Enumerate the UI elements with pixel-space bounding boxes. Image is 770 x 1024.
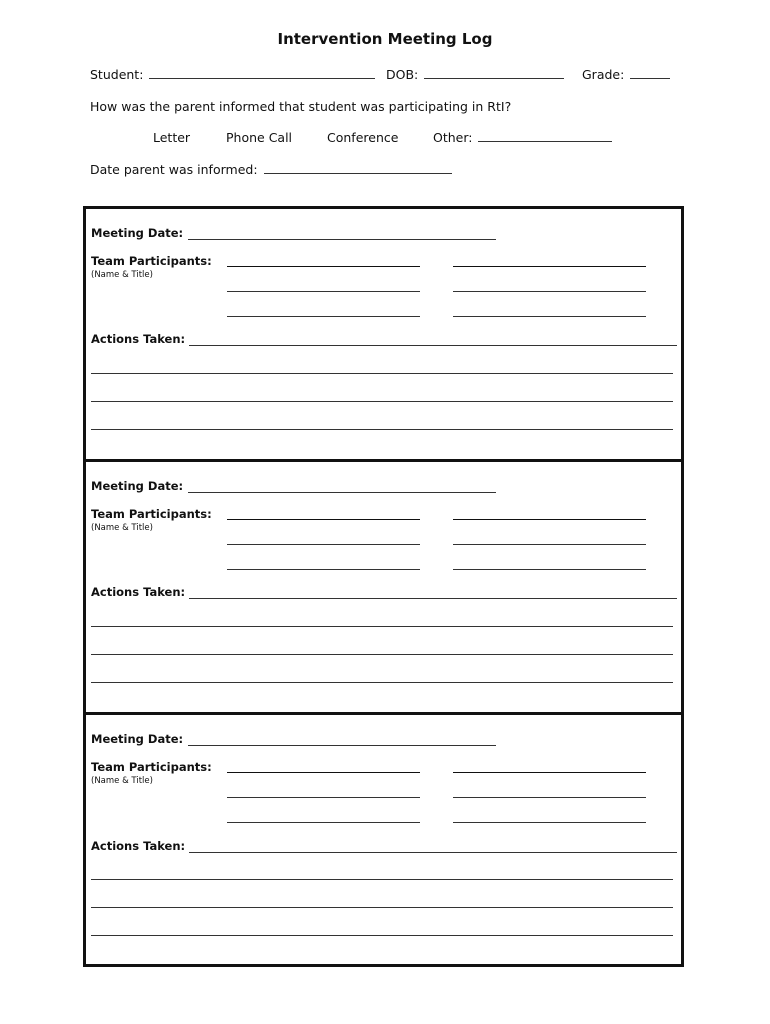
participant-blank[interactable] xyxy=(453,544,646,545)
dob-field[interactable] xyxy=(386,67,564,82)
actions-taken-label: Actions Taken: xyxy=(91,332,186,346)
student-blank[interactable] xyxy=(149,67,375,79)
participant-blank[interactable] xyxy=(453,291,646,292)
actions-taken-label: Actions Taken: xyxy=(91,839,186,853)
participant-blank[interactable] xyxy=(453,519,646,520)
grade-field[interactable] xyxy=(582,67,670,82)
participant-blank[interactable] xyxy=(227,266,420,267)
participant-blank[interactable] xyxy=(227,797,420,798)
participant-blank[interactable] xyxy=(453,797,646,798)
meeting-section-2 xyxy=(83,459,684,713)
name-title-hint: (Name & Title) xyxy=(91,523,153,533)
actions-line[interactable] xyxy=(91,401,673,402)
parent-informed-question: How was the parent informed that student was participating in RtI? xyxy=(90,99,512,114)
actions-taken-blank[interactable] xyxy=(189,598,677,599)
option-phone-call[interactable]: Phone Call xyxy=(226,130,293,145)
participant-blank[interactable] xyxy=(227,569,420,570)
page-title: Intervention Meeting Log xyxy=(277,30,493,48)
option-conference[interactable]: Conference xyxy=(327,130,399,145)
meeting-date-blank[interactable] xyxy=(188,239,496,240)
actions-line[interactable] xyxy=(91,654,673,655)
participant-blank[interactable] xyxy=(453,266,646,267)
meeting-date-blank[interactable] xyxy=(188,745,496,746)
actions-line[interactable] xyxy=(91,626,673,627)
meeting-date-blank[interactable] xyxy=(188,492,496,493)
participant-blank[interactable] xyxy=(453,569,646,570)
participant-blank[interactable] xyxy=(227,316,420,317)
actions-line[interactable] xyxy=(91,373,673,374)
dob-blank[interactable] xyxy=(424,67,564,79)
participant-blank[interactable] xyxy=(227,772,420,773)
meeting-date-label: Meeting Date: xyxy=(91,226,184,240)
actions-taken-blank[interactable] xyxy=(189,345,677,346)
team-participants-label: Team Participants: xyxy=(91,760,212,774)
option-other-label: Other: xyxy=(433,130,473,145)
participant-blank[interactable] xyxy=(227,519,420,520)
actions-line[interactable] xyxy=(91,907,673,908)
date-informed-label: Date parent was informed: xyxy=(90,162,258,177)
participant-blank[interactable] xyxy=(453,316,646,317)
option-letter[interactable]: Letter xyxy=(153,130,191,145)
other-blank[interactable] xyxy=(478,130,612,142)
actions-taken-label: Actions Taken: xyxy=(91,585,186,599)
name-title-hint: (Name & Title) xyxy=(91,270,153,280)
name-title-hint: (Name & Title) xyxy=(91,776,153,786)
participant-blank[interactable] xyxy=(227,822,420,823)
participant-blank[interactable] xyxy=(453,772,646,773)
actions-taken-blank[interactable] xyxy=(189,852,677,853)
participant-blank[interactable] xyxy=(227,291,420,292)
team-participants-label: Team Participants: xyxy=(91,507,212,521)
participant-blank[interactable] xyxy=(453,822,646,823)
grade-label: Grade: xyxy=(582,67,625,82)
actions-line[interactable] xyxy=(91,682,673,683)
meeting-section-1 xyxy=(83,206,684,460)
meeting-date-label: Meeting Date: xyxy=(91,479,184,493)
meeting-section-3 xyxy=(83,712,684,967)
actions-line[interactable] xyxy=(91,935,673,936)
actions-line[interactable] xyxy=(91,879,673,880)
date-informed-field[interactable] xyxy=(90,162,452,177)
actions-line[interactable] xyxy=(91,429,673,430)
student-label: Student: xyxy=(90,67,144,82)
participant-blank[interactable] xyxy=(227,544,420,545)
date-informed-blank[interactable] xyxy=(264,162,452,174)
team-participants-label: Team Participants: xyxy=(91,254,212,268)
dob-label: DOB: xyxy=(386,67,419,82)
student-field[interactable] xyxy=(90,67,375,82)
grade-blank[interactable] xyxy=(630,67,670,79)
option-other[interactable] xyxy=(433,130,612,145)
meeting-date-label: Meeting Date: xyxy=(91,732,184,746)
